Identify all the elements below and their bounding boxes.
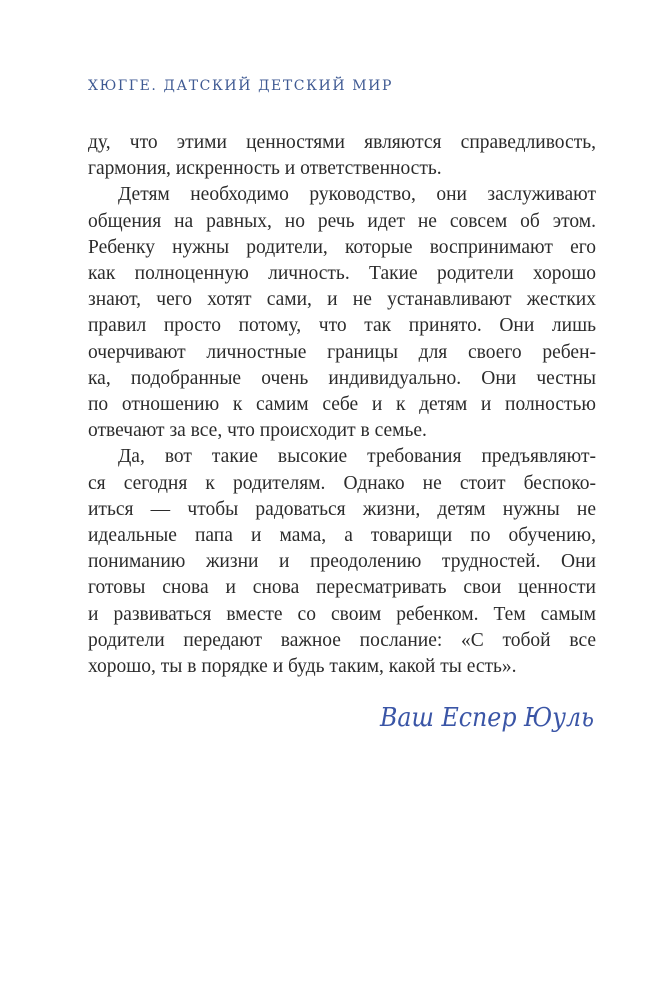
text-line: очерчивают личностные границы для своего ребен- bbox=[88, 341, 596, 363]
body-text bbox=[88, 130, 596, 680]
text-line: как полноценную личность. Такие родители хорошо bbox=[88, 263, 596, 285]
text-line: готовы снова и снова пересматривать свои ценности bbox=[88, 577, 596, 599]
signature-text: Ваш Еспер Юуль bbox=[379, 703, 594, 733]
paragraph-1 bbox=[88, 130, 596, 182]
signature-drawing bbox=[380, 696, 596, 746]
text-line: Детям необходимо руководство, они заслуживают bbox=[118, 184, 596, 206]
text-line: и развиваться вместе со своим ребенком. Тем самым bbox=[88, 603, 596, 625]
text-line: иться — чтобы радоваться жизни, детям нужны не bbox=[88, 498, 596, 520]
text-line: идеальные папа и мама, а товарищи по обучению, bbox=[88, 525, 596, 547]
text-line: пониманию жизни и преодолению трудностей. Они bbox=[88, 551, 596, 573]
text-line: хорошо, ты в порядке и будь таким, какой ты есть». bbox=[88, 656, 517, 678]
paragraph-3 bbox=[88, 444, 596, 680]
text-line: правил просто потому, что так принято. Они лишь bbox=[88, 315, 596, 337]
text-line: Ребенку нужны родители, которые воспринимают его bbox=[88, 236, 596, 258]
author-signature bbox=[380, 696, 596, 746]
text-line: знают, чего хотят сами, и не устанавливают жестких bbox=[88, 289, 596, 311]
text-line: общения на равных, но речь идет не совсем об этом. bbox=[88, 210, 596, 232]
text-line: гармония, искренность и ответственность. bbox=[88, 158, 442, 180]
running-head: ХЮГГЕ. ДАТСКИЙ ДЕТСКИЙ МИР bbox=[88, 78, 393, 94]
text-line: ду, что этими ценностями являются справедливость, bbox=[88, 132, 596, 153]
text-line: ка, подобранные очень индивидуально. Они честны bbox=[88, 367, 596, 389]
text-line: по отношению к самим себе и к детям и полностью bbox=[88, 394, 596, 416]
paragraph-2 bbox=[88, 182, 596, 444]
text-line: родители передают важное послание: «С тобой все bbox=[88, 629, 596, 651]
text-line: Да, вот такие высокие требования предъявляют- bbox=[118, 446, 596, 468]
text-line: ся сегодня к родителям. Однако не стоит беспоко- bbox=[88, 472, 596, 494]
text-line: отвечают за все, что происходит в семье. bbox=[88, 420, 427, 442]
